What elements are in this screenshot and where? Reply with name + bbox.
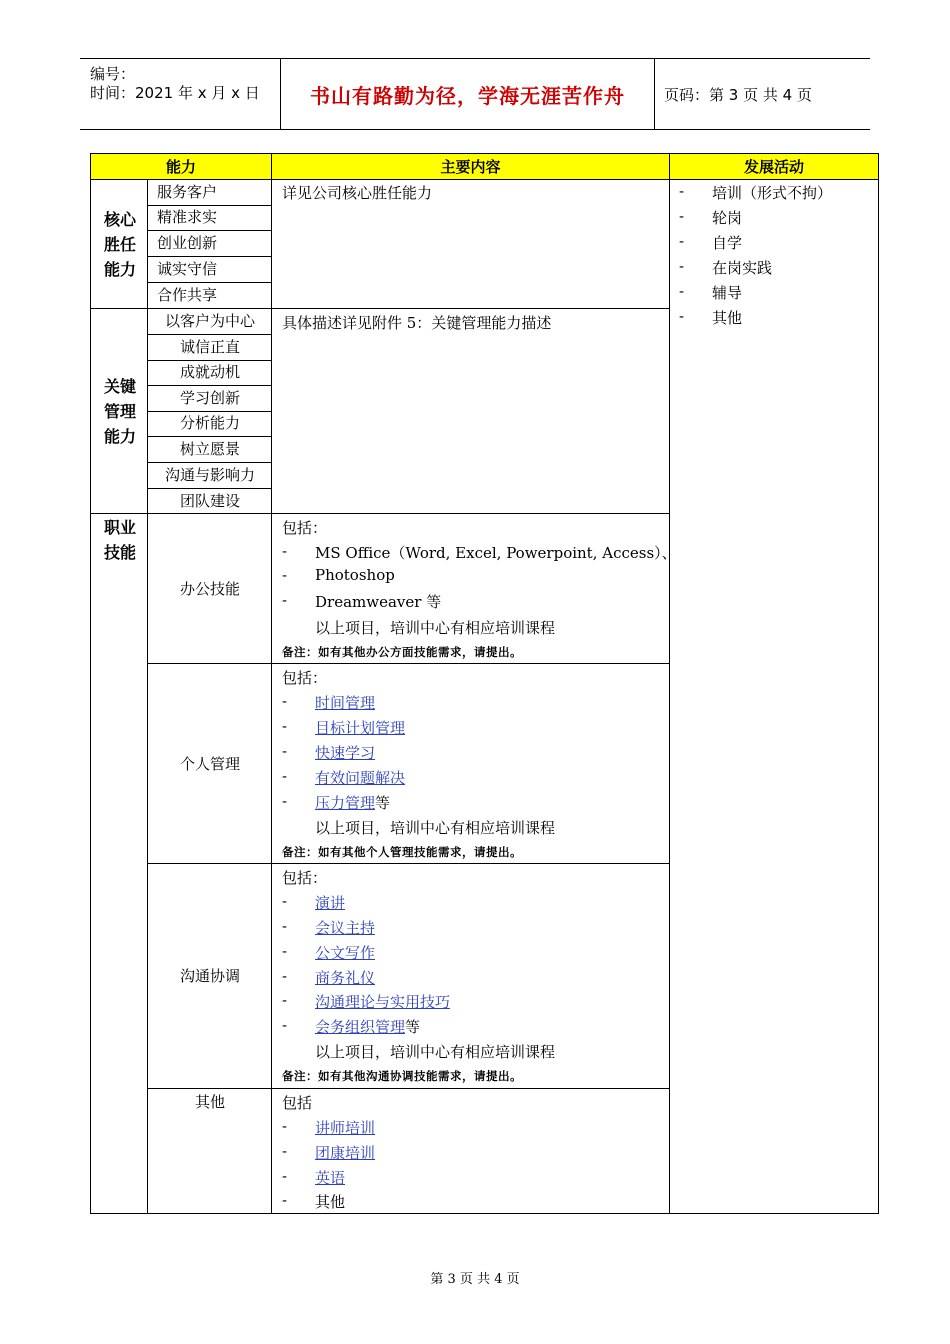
link-teambuilding-training[interactable]: 团康培训 [315,1144,376,1162]
activity-item: 其他 [712,309,743,327]
col-header-content: 主要内容 [440,158,501,176]
link-fast-learning[interactable]: 快速学习 [315,744,376,762]
activity-item: 在岗实践 [712,259,773,277]
link-english[interactable]: 英语 [315,1169,346,1187]
row-line [147,863,670,864]
link-speech[interactable]: 演讲 [315,894,346,912]
link-goal-planning[interactable]: 目标计划管理 [315,719,406,737]
activity-item: 轮岗 [712,209,743,227]
mgmt-item: 沟通与影响力 [164,466,255,484]
event-item-row [315,1016,420,1037]
skill-comm-label: 沟通协调 [179,967,240,985]
page-info: 页码：第 3 页 共 4 页 [664,85,812,104]
mgmt-title-1: 关键 [103,377,136,396]
link-stress-management[interactable]: 压力管理 [315,794,376,812]
office-summary: 以上项目，培训中心有相应培训课程 [315,619,556,637]
bullet-dash: - [679,232,685,250]
core-item: 诚实守信 [157,260,218,278]
activity-item: 自学 [712,234,743,252]
bullet-dash: - [679,207,685,225]
doc-time-label: 时间：2021 年 x 月 x 日 [90,84,260,102]
table-border-bottom [90,1213,879,1214]
header-meta [80,59,281,129]
office-item: MS Office（Word, Excel, Powerpoint, Access）、 [315,544,677,562]
bullet-dash: - [282,566,288,584]
bullet-dash: - [282,792,288,810]
row-line [147,663,670,664]
header-page-cell [655,59,870,129]
mgmt-item: 以客户为中心 [164,312,255,330]
bullet-dash: - [282,717,288,735]
link-event-management[interactable]: 会务组织管理 [315,1018,406,1036]
link-problem-solving[interactable]: 有效问题解决 [315,769,406,787]
bullet-dash: - [282,967,288,985]
link-comm-theory[interactable]: 沟通理论与实用技巧 [315,993,451,1011]
bullet-dash: - [679,282,685,300]
core-item: 服务客户 [157,183,218,201]
bullet-dash: - [282,692,288,710]
mgmt-content: 具体描述详见附件 5：关键管理能力描述 [282,314,552,332]
mgmt-item: 学习创新 [179,389,240,407]
office-intro: 包括： [282,519,328,537]
comm-note: 备注：如有其他沟通协调技能需求，请提出。 [282,1069,522,1083]
bullet-dash: - [282,1142,288,1160]
stress-item-row [315,792,390,813]
link-time-management[interactable]: 时间管理 [315,694,376,712]
activity-item: 培训（形式不拘） [712,184,833,202]
core-item: 合作共享 [157,286,218,304]
col-header-ability: 能力 [165,158,196,176]
other-item: 其他 [315,1193,346,1211]
table-border-right [878,153,879,1214]
item-suffix: 等 [375,794,391,812]
mgmt-title-3: 能力 [103,427,136,446]
link-business-etiquette[interactable]: 商务礼仪 [315,969,376,987]
skill-office-label: 办公技能 [179,580,240,598]
activity-item: 辅导 [712,284,743,302]
office-item: Dreamweaver 等 [315,593,442,611]
skills-title-2: 技能 [103,543,136,562]
personal-summary: 以上项目，培训中心有相应培训课程 [315,819,556,837]
bullet-dash: - [282,1191,288,1209]
bullet-dash: - [282,892,288,910]
office-note: 备注：如有其他办公方面技能需求，请提出。 [282,645,522,659]
bullet-dash: - [282,917,288,935]
bullet-dash: - [282,991,288,1009]
bullet-dash: - [282,1117,288,1135]
bullet-dash: - [282,1167,288,1185]
core-content: 详见公司核心胜任能力 [282,184,433,202]
row-line [147,1088,670,1089]
bullet-dash: - [282,1016,288,1034]
comm-summary: 以上项目，培训中心有相应培训课程 [315,1043,556,1061]
doc-number-label: 编号： [90,65,136,83]
col-line-3 [669,153,670,1214]
page-header [80,58,870,130]
core-title-2: 胜任 [103,235,136,254]
other-intro: 包括 [282,1094,313,1112]
link-trainer-training[interactable]: 讲师培训 [315,1119,376,1137]
table-border-left [90,153,91,1214]
bullet-dash: - [679,307,685,325]
core-item: 创业创新 [157,234,218,252]
personal-intro: 包括： [282,669,328,687]
bullet-dash: - [282,591,288,609]
skills-title-1: 职业 [103,518,136,537]
bullet-dash: - [679,257,685,275]
link-meeting-host[interactable]: 会议主持 [315,919,376,937]
personal-note: 备注：如有其他个人管理技能需求，请提出。 [282,845,522,859]
item-suffix: 等 [405,1018,421,1036]
skill-personal-label: 个人管理 [179,755,240,773]
mgmt-item: 诚信正直 [179,338,240,356]
col-header-activities: 发展活动 [743,158,804,176]
bullet-dash: - [679,182,685,200]
core-item: 精准求实 [157,208,218,226]
bullet-dash: - [282,767,288,785]
link-official-writing[interactable]: 公文写作 [315,944,376,962]
page-footer: 第 3 页 共 4 页 [430,1272,520,1287]
mgmt-item: 成就动机 [179,363,240,381]
header-motto-cell [281,59,655,129]
bullet-dash: - [282,742,288,760]
bullet-dash: - [282,942,288,960]
skill-other-label: 其他 [194,1093,225,1111]
office-item: Photoshop [315,566,395,584]
mgmt-item: 团队建设 [179,492,240,510]
core-title-3: 能力 [103,260,136,279]
bullet-dash: - [282,542,288,560]
comm-intro: 包括： [282,869,328,887]
core-title-1: 核心 [103,210,136,229]
mgmt-item: 分析能力 [179,414,240,432]
motto-text: 书山有路勤为径，学海无涯苦作舟 [310,83,625,108]
mgmt-item: 树立愿景 [179,440,240,458]
mgmt-title-2: 管理 [103,402,136,421]
